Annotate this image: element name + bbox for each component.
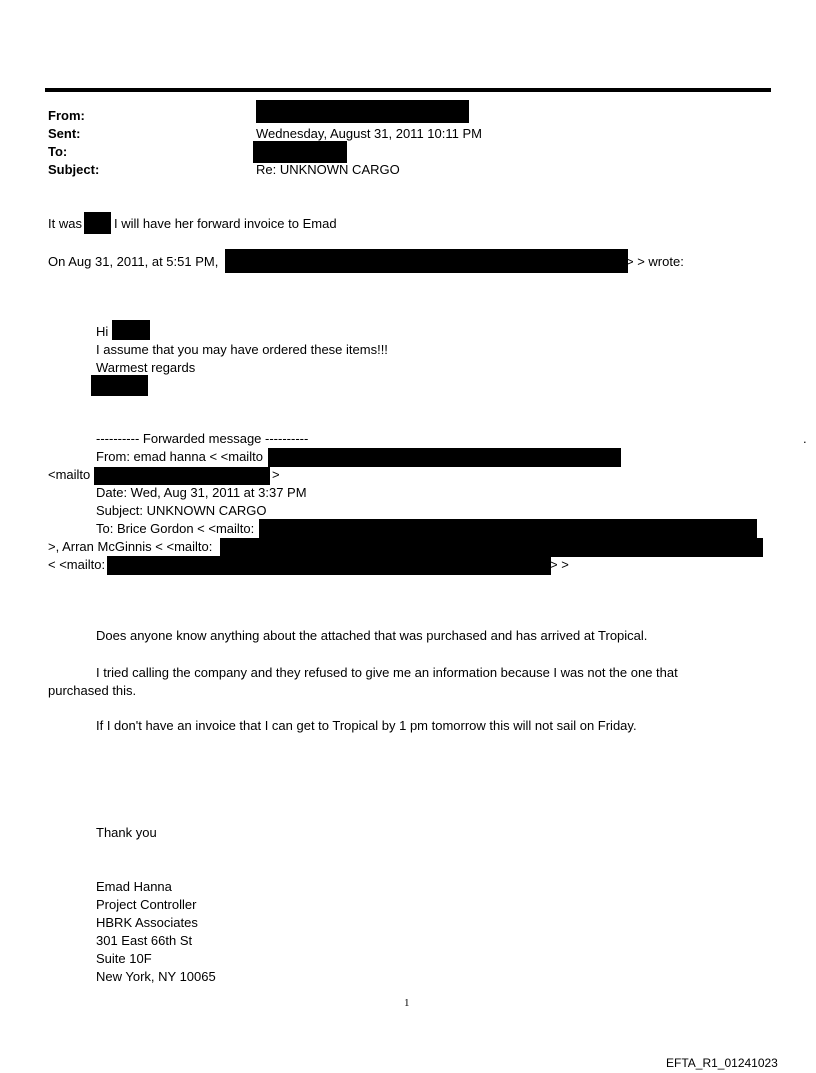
fwd-mailto-line: <mailto [48, 467, 91, 482]
redacted-sender [225, 249, 628, 273]
from-label: From: [48, 108, 85, 123]
document-id: EFTA_R1_01241023 [666, 1056, 778, 1070]
redacted-name [84, 212, 111, 234]
quote-intro: On Aug 31, 2011, at 5:51 PM, [48, 254, 219, 269]
fwd-subject-line: Subject: UNKNOWN CARGO [96, 503, 267, 518]
fwd-arran-line: >, Arran McGinnis < <mailto: [48, 539, 213, 554]
header-rule [45, 88, 771, 92]
sent-value: Wednesday, August 31, 2011 10:11 PM [256, 126, 482, 141]
signature-street: 301 East 66th St [96, 933, 193, 948]
redacted-to [253, 141, 347, 163]
fwd-mailto-close: > [272, 467, 280, 482]
redacted-fwd-arran [220, 538, 763, 557]
signature-suite: Suite 10F [96, 951, 152, 966]
reply-prefix: It was [48, 216, 82, 231]
fwd-date-line: Date: Wed, Aug 31, 2011 at 3:37 PM [96, 485, 307, 500]
thank-you: Thank you [96, 825, 157, 840]
message-paragraph-3: If I don't have an invoice that I can get to Tropical by 1 pm tomorrow this will not sail on Friday. [96, 718, 637, 733]
signature-city: New York, NY 10065 [96, 969, 216, 984]
stray-mark: . [803, 431, 807, 446]
redacted-fwd-third [107, 556, 551, 575]
signature-title: Project Controller [96, 897, 197, 912]
sent-label: Sent: [48, 126, 81, 141]
page-number: 1 [404, 997, 410, 1009]
forwarded-divider: ---------- Forwarded message ---------- [96, 431, 309, 446]
to-label: To: [48, 144, 68, 159]
fwd-third-close: > > [550, 557, 569, 572]
signature-name: Emad Hanna [96, 879, 172, 894]
redacted-fwd-mailto [94, 467, 270, 485]
redacted-recipient [112, 320, 150, 340]
fwd-from-line: From: emad hanna < <mailto [96, 449, 263, 464]
assume-line: I assume that you may have ordered these items!!! [96, 342, 388, 357]
subject-value: Re: UNKNOWN CARGO [256, 162, 400, 177]
message-paragraph-1: Does anyone know anything about the attached that was purchased and has arrived at Tropical. [96, 628, 648, 643]
reply-text: I will have her forward invoice to Emad [114, 216, 337, 231]
greeting: Hi [96, 324, 109, 339]
message-paragraph-2b: purchased this. [48, 683, 137, 698]
redacted-fwd-from [268, 448, 621, 467]
redacted-signature [91, 375, 148, 396]
fwd-to-line: To: Brice Gordon < <mailto: [96, 521, 255, 536]
redacted-from [256, 100, 469, 123]
subject-label: Subject: [48, 162, 100, 177]
warmest-regards: Warmest regards [96, 360, 196, 375]
signature-company: HBRK Associates [96, 915, 198, 930]
fwd-third-line: < <mailto: [48, 557, 106, 572]
redacted-fwd-to [259, 519, 757, 538]
quote-wrote: > > wrote: [626, 254, 684, 269]
message-paragraph-2a: I tried calling the company and they refused to give me an information because I was not the one that [96, 665, 678, 680]
